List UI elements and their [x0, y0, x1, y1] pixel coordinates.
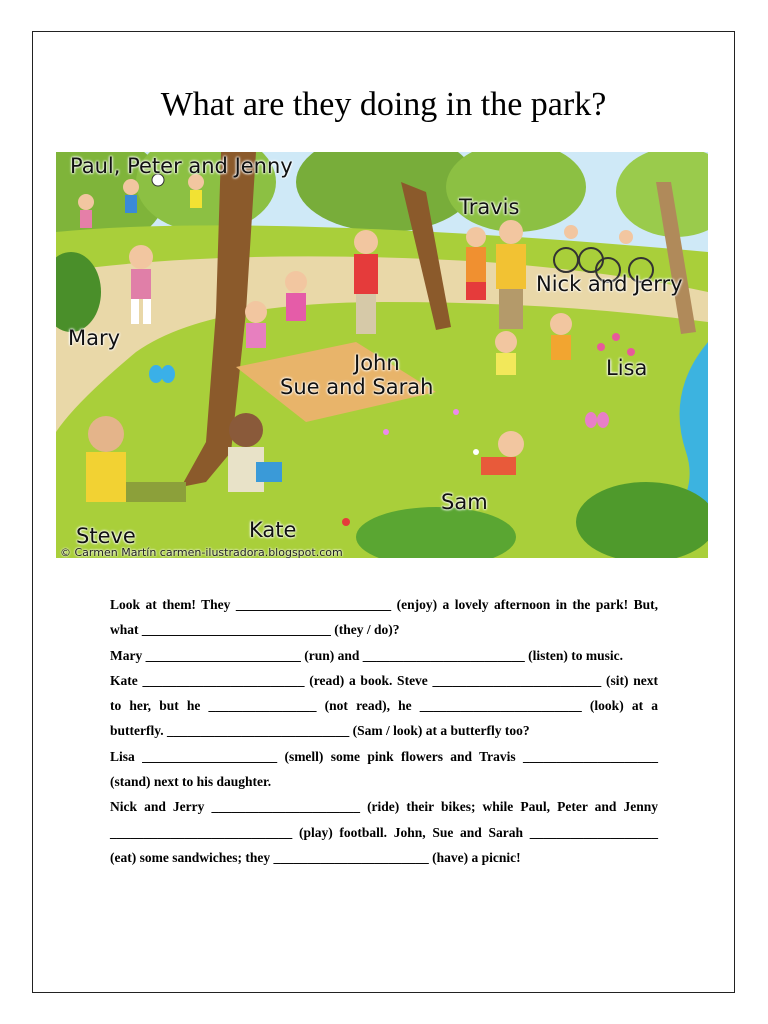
- exercise-paragraph: Nick and Jerry ______________________ (ride) their bikes; while Paul, Peter and Jenny ___________________________ (play) football. John, Sue and Sarah ___________________ (eat) some sandwiches; they _______________________ (have) a picnic!: [110, 799, 658, 865]
- label-steve: Steve: [76, 524, 136, 548]
- figure-john: [354, 230, 378, 334]
- park-illustration: [56, 152, 708, 558]
- label-paul-peter-jenny: Paul, Peter and Jenny: [70, 154, 293, 178]
- label-mary: Mary: [68, 326, 121, 350]
- page-title: What are they doing in the park?: [160, 86, 607, 123]
- exercise-paragraph: Lisa ____________________ (smell) some pink flowers and Travis ____________________ (stand) next to his daughter.: [110, 748, 658, 790]
- label-nick-jerry: Nick and Jerry: [536, 272, 683, 296]
- exercise-paragraph: Look at them! They _______________________ (enjoy) a lovely afternoon in the park! But, what ____________________________ (they / do)?: [110, 597, 658, 638]
- label-sue-sarah: Sue and Sarah: [280, 375, 434, 399]
- illustration-credit: © Carmen Martín carmen-ilustradora.blogspot.com: [60, 546, 343, 558]
- label-lisa: Lisa: [606, 356, 648, 380]
- exercise-text: [110, 592, 658, 870]
- figure-girl: [495, 331, 517, 375]
- label-john: John: [354, 351, 400, 375]
- label-kate: Kate: [249, 518, 297, 542]
- label-sam: Sam: [441, 490, 488, 514]
- exercise-paragraph: Mary _______________________ (run) and ________________________ (listen) to music.: [110, 647, 623, 663]
- label-travis: Travis: [459, 195, 520, 219]
- exercise-paragraph: Kate ________________________ (read) a book. Steve _________________________ (sit) next to her, but he ________________ (not read), he ________________________ (look) at a butterfly. ___________________________ (Sam / look) at a butterfly too?: [110, 672, 658, 739]
- figure-lisa: [550, 313, 572, 360]
